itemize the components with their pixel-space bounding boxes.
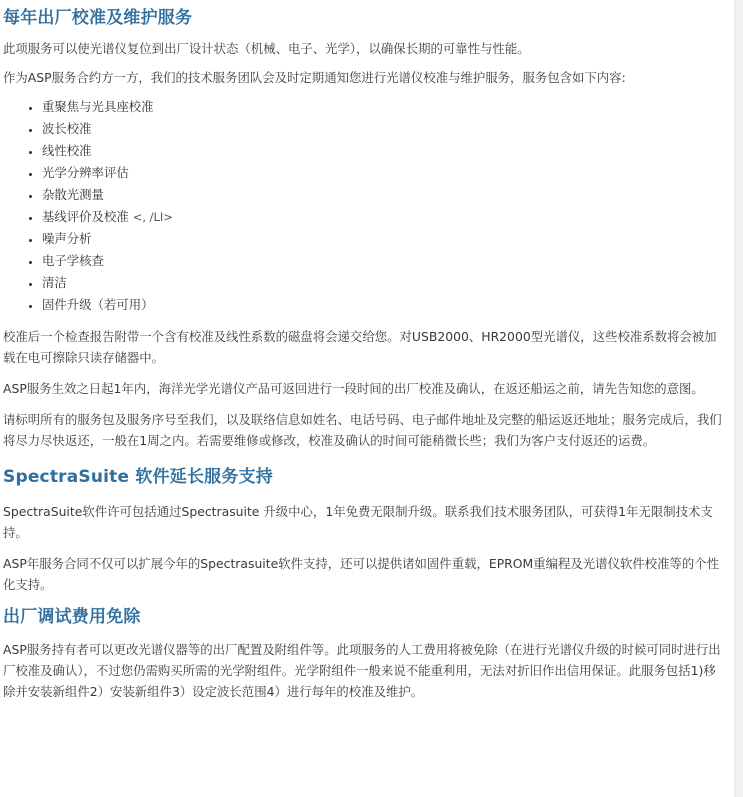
service-items-list (3, 96, 725, 316)
annual-calibration-scope: 作为ASP服务合约方一方，我们的技术服务团队会及时定期通知您进行光谱仪校准与维护服务，服务包含如下内容: (3, 70, 626, 85)
list-item-suffix: <, /LI> (132, 210, 173, 224)
list-item: • 重聚焦与光具座校准 (41, 96, 725, 118)
article (3, 6, 725, 702)
annual-calibration-intro: 此项服务可以使光谱仪复位到出厂设计状态（机械、电子、光学），以确保长期的可靠性与性能。 (3, 41, 530, 56)
factory-fee-waiver-paragraph: ASP服务持有者可以更改光谱仪器等的出厂配置及附组件等。此项服务的人工费用将被免除（在进行光谱仪升级的时候可同时进行出厂校准及确认），不过您仍需购买所需的光学附组件。光学附组件一般来说不能重利用，无法对折旧作出信用保证。此服务包括1)移除并安装新组件2）安装新组件3）设定波长范围4）进行每年的校准及维护。 (3, 642, 721, 699)
list-item: • 固件升级（若可用） (41, 294, 725, 316)
calibration-report-paragraph: 校准后一个检查报告附带一个含有校准及线性系数的磁盘将会递交给您。对USB2000、HR2000型光谱仪，这些校准系数将会被加载在电可擦除只读存储器中。 (3, 329, 717, 365)
vertical-scrollbar[interactable] (734, 0, 743, 797)
section-title-annual-calibration: 每年出厂校准及维护服务 (3, 8, 193, 28)
list-item: • 清洁 (41, 272, 725, 294)
shipping-info-paragraph: 请标明所有的服务包及服务序号至我们，以及联络信息如姓名、电话号码、电子邮件地址及完整的船运返还地址；服务完成后，我们将尽力尽快返还，一般在1周之内。若需要维修或修改，校准及确认的时间可能稍微长些；我们为客户支付返还的运费。 (3, 412, 722, 448)
list-item: • 电子学核查 (41, 250, 725, 272)
list-item: • 杂散光测量 (41, 184, 725, 206)
software-support-paragraph: ASP年服务合同不仅可以扩展今年的Spectrasuite软件支持，还可以提供诸如固件重载，EPROM重编程及光谱仪软件校准等的个性化支持。 (3, 556, 720, 592)
list-item: • 波长校准 (41, 118, 725, 140)
list-item: • 线性校准 (41, 140, 725, 162)
return-notice-paragraph: ASP服务生效之日起1年内，海洋光学光谱仪产品可返回进行一段时间的出厂校准及确认，在返还船运之前，请先告知您的意图。 (3, 381, 704, 396)
section-title-software-support: SpectraSuite 软件延长服务支持 (3, 467, 273, 487)
section-title-factory-fee-waiver: 出厂调试费用免除 (3, 607, 141, 627)
software-license-paragraph: SpectraSuite软件许可包括通过Spectrasuite 升级中心，1年免费无限制升级。联系我们技术服务团队，可获得1年无限制技术支持。 (3, 504, 713, 540)
list-item: • 基线评价及校准 <, /LI> (41, 206, 725, 228)
list-item: • 光学分辨率评估 (41, 162, 725, 184)
list-item: • 噪声分析 (41, 228, 725, 250)
